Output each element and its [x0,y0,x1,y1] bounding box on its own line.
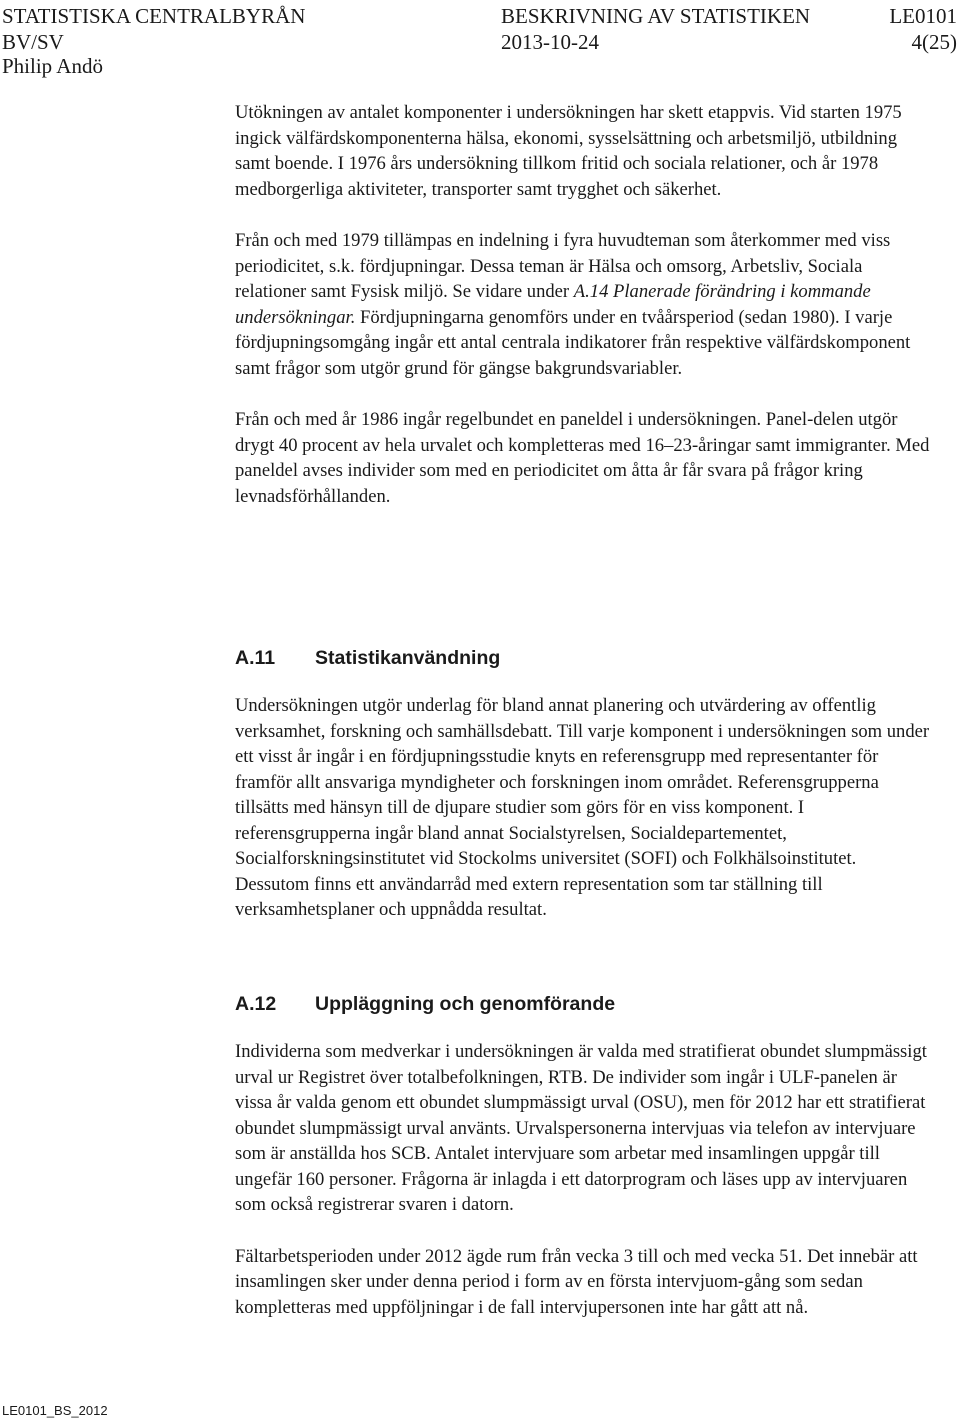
header-author: Philip Andö [2,54,103,78]
section-a12 [235,993,935,1320]
header-org: STATISTISKA CENTRALBYRÅN [2,4,306,28]
header-row-1 [0,3,960,29]
intro-paragraph-2-start: Från och med 1979 tillämpas en indelning i fyra huvudteman som återkommer med viss periodicitet, s.k. fördjupningar. Dessa teman är Hälsa och omsorg, Arbetsliv, Sociala relationer samt Fysisk miljö. Se vidare under [235,230,891,302]
intro-paragraph-2 [235,228,935,381]
intro-paragraph-2-end: Fördjupningarna genomförs under en tvåårsperiod (sedan 1980). I varje fördjupningsomgång ingår ett antal centrala indikatorer från respektive välfärdskomponent samt frågor som utgör grund för gängse bakgrundsvariabler. [235,306,911,379]
section-a11-paragraph-1: Undersökningen utgör underlag för bland annat planering och utvärdering av offentlig verksamhet, forskning och samhällsdebatt. Till varje komponent i undersökningen som under ett visst år ingår i en fördjupningsstudie knyts en referensgrupp med representanter för framför allt ansvariga myndigheter och forskningen inom området. Referensgrupperna tillsätts med hänsyn till de djupare studier som görs för en viss komponent. I referensgrupperna ingår bland annat Socialstyrelsen, Socialdepartementet, Socialforskningsinstitutet vid Stockolms universitet (SOFI) och Folkhälsoinstitutet. Dessutom finns ett användarråd med extern representation som tar ställning till verksamhetsplaner och uppnådda resultat. [235,695,930,920]
section-title: Statistikanvändning [315,647,501,669]
header-doc-code: LE0101 [889,4,957,28]
section-a11-heading [235,647,935,675]
section-a11 [235,647,935,923]
section-a12-body [235,1039,935,1320]
intro-paragraph-1: Utökningen av antalet komponenter i undersökningen har skett etappvis. Vid starten 1975 ingick välfärdskomponenterna hälsa, ekonomi, sysselsättning och arbetsmiljö, utbildning samt boende. I 1976 års undersökning tillkom fritid och sociala relationer, och år 1978 medborgerliga aktiviteter, transporter samt trygghet och säkerhet. [235,102,902,200]
header-row-2 [0,29,960,55]
header-row-3 [0,53,960,79]
section-a11-body [235,693,935,923]
section-a12-heading [235,993,935,1021]
header-date: 2013-10-24 [501,30,599,54]
header-doc-type: BESKRIVNING AV STATISTIKEN [501,4,811,28]
section-number: A.12 [235,993,277,1015]
section-a12-paragraph-1: Individerna som medverkar i undersökningen är valda med stratifierat obundet slumpmässigt urval ur Registret över totalbefolkningen, RTB. De individer som ingår i ULF-panelen är vissa år valda genom ett obundet slumpmässigt urval (OSU), men för 2012 har ett stratifierat obundet slumpmässigt urval använts. Urvalspersonerna intervjuas via telefon av intervjuare som är anställda hos SCB. Antalet intervjuare som arbetar med insamlingen uppgår till ungefär 160 personer. Frågorna är inlagda i ett datorprogram och läses upp av intervjuaren som också registrerar svaren i datorn. [235,1041,927,1215]
header-page-number: 4(25) [911,30,957,54]
intro-paragraph-3: Från och med år 1986 ingår regelbundet en paneldel i undersökningen. Panel-delen utgör drygt 40 procent av hela urvalet och kompletteras med 16–23-åringar samt immigranter. Med paneldel avses individer som med en periodicitet om åtta år får svara på frågor kring levnadsförhållanden. [235,409,930,507]
intro-text [235,100,935,509]
header-dept: BV/SV [2,30,64,54]
cross-reference-link: A.14 Planerade förändring i kommande undersökningar. [235,281,871,328]
section-title: Uppläggning och genomförande [315,993,616,1015]
section-a12-paragraph-2: Fältarbetsperioden under 2012 ägde rum från vecka 3 till och med vecka 51. Det innebär att insamlingen sker under denna period i form av en första intervjuom-gång som sedan kompletteras med uppföljningar i de fall intervjupersonen inte har gått att nå. [235,1245,918,1318]
section-number: A.11 [235,647,276,669]
page-footer: LE0101_BS_2012 [2,1403,108,1418]
